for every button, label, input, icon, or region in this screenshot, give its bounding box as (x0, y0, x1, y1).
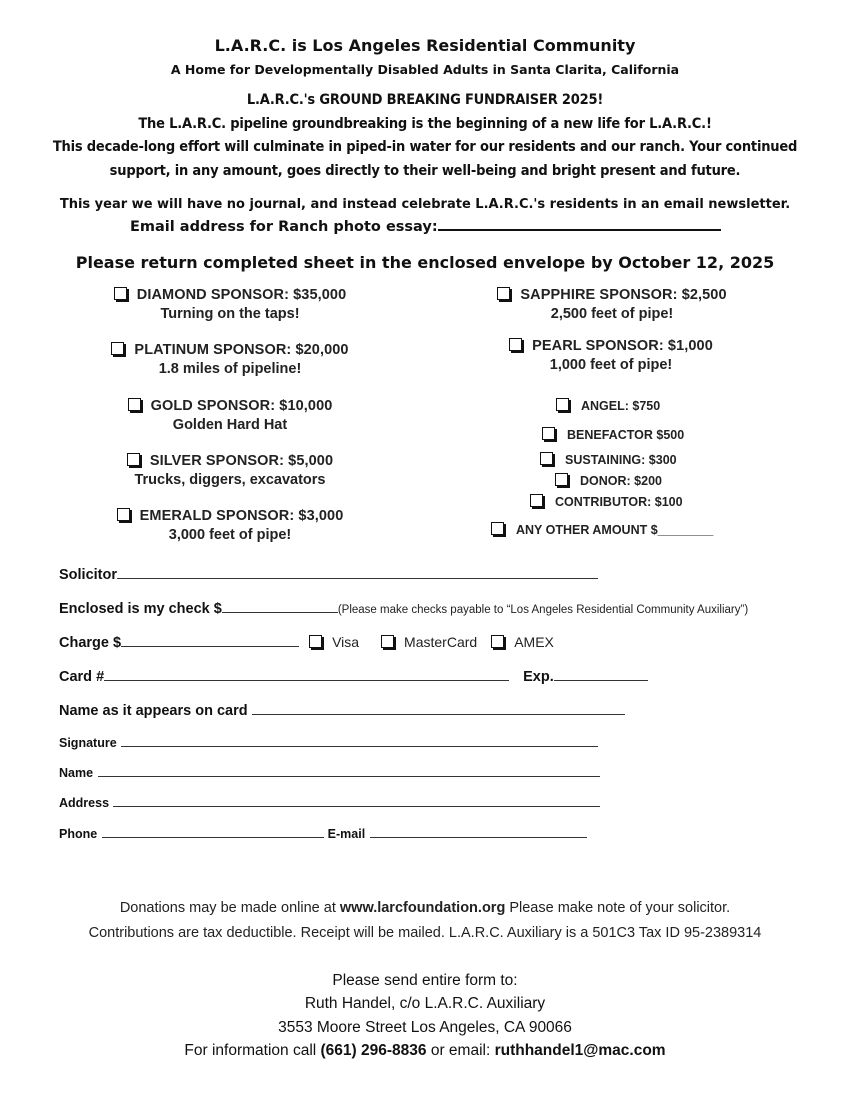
photo-essay-email-label: Email address for Ranch photo essay: (130, 219, 438, 235)
sponsor-title: SAPPHIRE SPONSOR: $2,500 (520, 287, 727, 303)
sponsor-subtitle: 3,000 feet of pipe! (168, 527, 292, 543)
checkbox[interactable] (128, 398, 141, 411)
sponsor-title: EMERALD SPONSOR: $3,000 (139, 508, 344, 524)
checkbox[interactable] (530, 494, 543, 507)
solicitor-row (59, 566, 598, 584)
level-label: BENEFACTOR $500 (567, 428, 685, 442)
charge-row (59, 634, 554, 652)
sponsor-option-sapphire[interactable] (487, 287, 737, 322)
checkbox[interactable] (555, 473, 568, 486)
card-number-field[interactable] (104, 668, 509, 681)
check-payable-note: (Please make checks payable to “Los Angeles Residential Community Auxiliary”) (337, 604, 749, 616)
signature-row (59, 734, 598, 752)
website-link[interactable]: www.larcfoundation.org (339, 900, 506, 916)
photo-essay-email-row (130, 217, 721, 235)
level-label: SUSTAINING: $300 (565, 453, 677, 467)
mastercard-checkbox[interactable] (381, 635, 394, 648)
sponsor-subtitle: Turning on the taps! (160, 306, 300, 322)
phone-email-row (59, 825, 587, 843)
sponsor-title: DIAMOND SPONSOR: $35,000 (136, 287, 347, 303)
contact-text-mid: or email: (426, 1042, 495, 1059)
level-option-other-amount[interactable] (491, 522, 713, 537)
address-row (59, 794, 600, 812)
contact-text: For information call (184, 1042, 321, 1059)
visa-label: Visa (332, 634, 360, 650)
newsletter-notice: This year we will have no journal, and instead celebrate L.A.R.C.'s residents in an email newsletter. (59, 197, 791, 212)
sponsor-option-pearl[interactable] (496, 338, 726, 373)
fundraiser-line-3: support, in any amount, goes directly to their well-being and bright present and future. (109, 163, 741, 179)
email-label: E-mail (327, 827, 366, 841)
sponsor-subtitle: Trucks, diggers, excavators (134, 472, 326, 488)
exp-field[interactable] (554, 668, 648, 681)
mastercard-label: MasterCard (404, 634, 478, 650)
signature-label: Signature (59, 736, 117, 750)
checkbox[interactable] (540, 452, 553, 465)
charge-amount-field[interactable] (121, 634, 299, 647)
checkbox[interactable] (127, 453, 140, 466)
checkbox[interactable] (114, 287, 127, 300)
checkbox[interactable] (497, 287, 510, 300)
send-to-label: Please send entire form to: (332, 972, 518, 989)
tax-note: Contributions are tax deductible. Receipt will be mailed. L.A.R.C. Auxiliary is a 501C3 Tax ID 95-2389314 (88, 925, 762, 941)
checkbox[interactable] (117, 508, 130, 521)
online-note-text-end: Please make note of your solicitor. (505, 900, 731, 916)
recipient-street: 3553 Moore Street Los Angeles, CA 90066 (278, 1019, 572, 1036)
sponsor-title: PLATINUM SPONSOR: $20,000 (134, 342, 349, 358)
contact-info (0, 1042, 850, 1060)
fundraiser-line-1: The L.A.R.C. pipeline groundbreaking is the beginning of a new life for L.A.R.C.! (138, 116, 712, 132)
return-notice: Please return completed sheet in the enclosed envelope by October 12, 2025 (75, 253, 775, 272)
level-label: ANY OTHER AMOUNT $________ (516, 523, 714, 537)
level-label: DONOR: $200 (580, 474, 662, 488)
email-field[interactable] (370, 825, 587, 838)
recipient-name: Ruth Handel, c/o L.A.R.C. Auxiliary (304, 995, 546, 1012)
fundraiser-headline: L.A.R.C.'s GROUND BREAKING FUNDRAISER 2025! (246, 92, 604, 108)
sponsor-title: SILVER SPONSOR: $5,000 (149, 453, 334, 469)
name-field[interactable] (98, 764, 600, 777)
level-option-contributor[interactable] (530, 494, 683, 509)
sponsor-subtitle: Golden Hard Hat (172, 417, 288, 433)
fundraiser-line-2: This decade-long effort will culminate in piped-in water for our residents and our ranch. Your continued (52, 139, 798, 155)
name-row (59, 764, 600, 782)
level-option-donor[interactable] (555, 473, 662, 488)
online-note-text: Donations may be made online at (119, 900, 340, 916)
sponsor-option-emerald[interactable] (106, 508, 354, 543)
check-row (59, 600, 748, 618)
name-label: Name (59, 766, 94, 780)
checkbox[interactable] (556, 398, 569, 411)
sponsor-subtitle: 1,000 feet of pipe! (549, 357, 673, 373)
checkbox[interactable] (509, 338, 522, 351)
sponsor-subtitle: 1.8 miles of pipeline! (158, 361, 302, 377)
amex-label: AMEX (514, 634, 554, 650)
checkbox[interactable] (111, 342, 124, 355)
address-field[interactable] (113, 794, 600, 807)
check-label: Enclosed is my check $ (59, 601, 222, 617)
charge-label: Charge $ (59, 635, 122, 651)
level-option-angel[interactable] (556, 398, 660, 413)
sponsor-title: PEARL SPONSOR: $1,000 (532, 338, 713, 354)
phone-label: Phone (59, 827, 98, 841)
level-option-sustaining[interactable] (540, 452, 677, 467)
signature-field[interactable] (121, 734, 598, 747)
visa-checkbox[interactable] (309, 635, 322, 648)
level-label: ANGEL: $750 (581, 399, 661, 413)
address-label: Address (59, 796, 110, 810)
name-on-card-field[interactable] (252, 702, 625, 715)
org-subtitle: A Home for Developmentally Disabled Adults in Santa Clarita, California (170, 62, 680, 77)
sponsor-title: GOLD SPONSOR: $10,000 (150, 398, 333, 414)
photo-essay-email-field[interactable] (438, 217, 721, 231)
check-amount-field[interactable] (222, 600, 338, 613)
card-row (59, 668, 648, 686)
card-number-label: Card # (59, 669, 105, 685)
amex-checkbox[interactable] (491, 635, 504, 648)
level-label: CONTRIBUTOR: $100 (555, 495, 683, 509)
solicitor-label: Solicitor (59, 567, 118, 583)
sponsor-option-silver[interactable] (116, 453, 344, 488)
solicitor-field[interactable] (117, 566, 598, 579)
sponsor-option-platinum[interactable] (96, 342, 364, 377)
sponsor-option-diamond[interactable] (100, 287, 360, 322)
exp-label: Exp. (523, 669, 554, 685)
level-option-benefactor[interactable] (542, 427, 684, 442)
org-title: L.A.R.C. is Los Angeles Residential Community (214, 36, 636, 55)
sponsor-subtitle: 2,500 feet of pipe! (550, 306, 674, 322)
checkbox[interactable] (491, 522, 504, 535)
name-on-card-label: Name as it appears on card (59, 703, 248, 719)
online-donation-note (0, 900, 850, 916)
name-on-card-row (59, 702, 625, 720)
phone-field[interactable] (102, 825, 324, 838)
contact-phone: (661) 296-8836 (320, 1042, 427, 1059)
checkbox[interactable] (542, 427, 555, 440)
sponsor-option-gold[interactable] (112, 398, 348, 433)
contact-email[interactable]: ruthhandel1@mac.com (494, 1042, 666, 1059)
